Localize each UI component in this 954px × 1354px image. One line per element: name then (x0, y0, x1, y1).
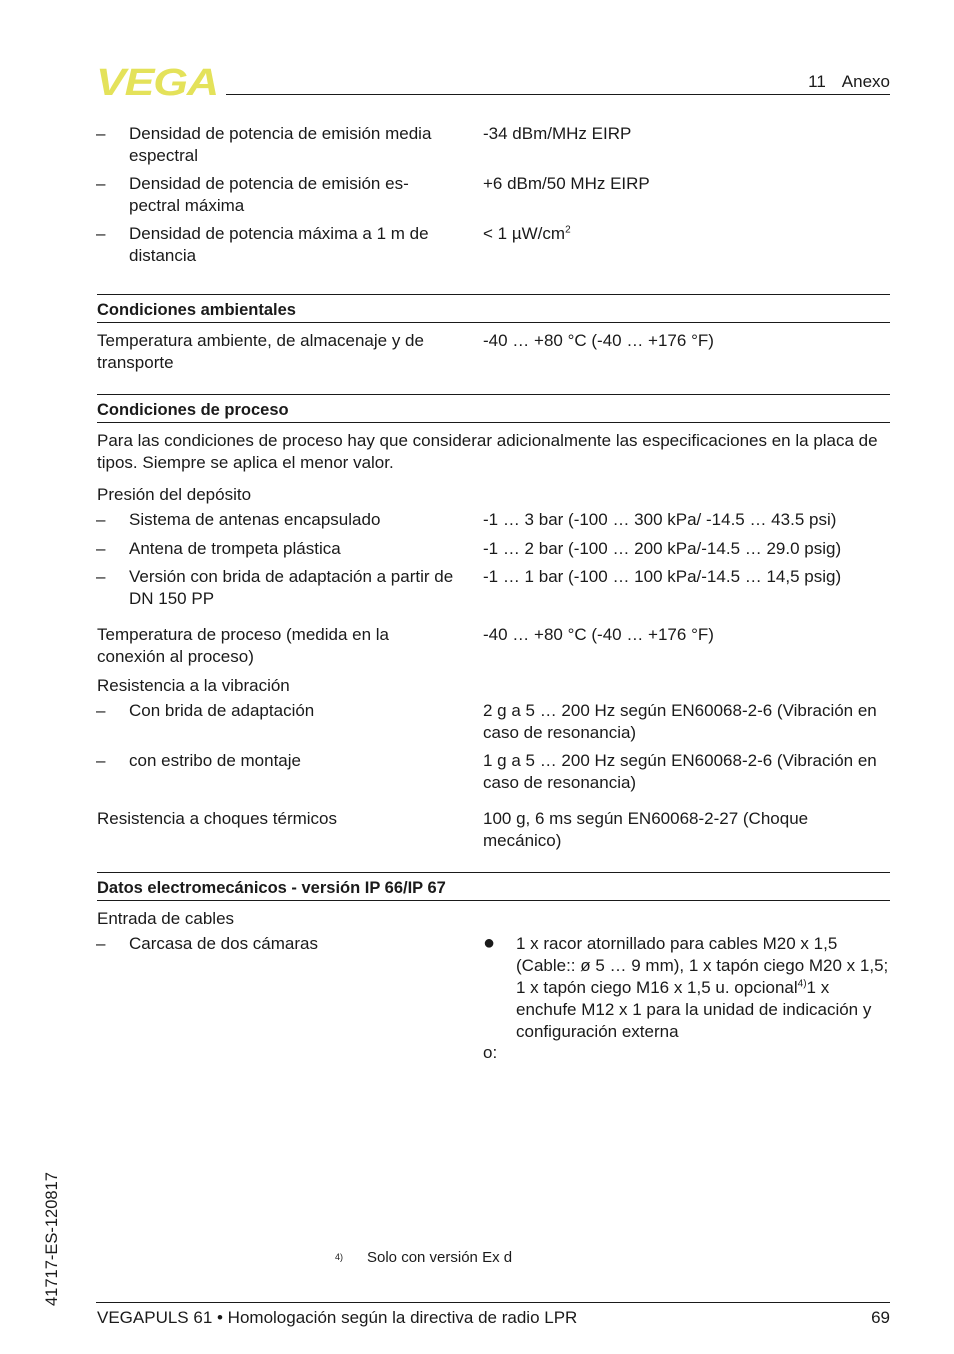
list-dash: – (96, 224, 106, 243)
spec-value: -1 … 2 bar (-100 … 200 kPa/-14.5 … 29.0 psig) (483, 539, 842, 558)
vega-logo (96, 64, 220, 98)
process-intro: Para las condiciones de proceso hay que considerar adicionalmente las especificaciones en la placa de tipos. Siempre se aplica el menor valor. (97, 431, 878, 472)
list-dash: – (96, 751, 106, 770)
vega-logo-text: VEGA (96, 64, 218, 98)
spec-value: 1 g a 5 … 200 Hz según EN60068-2-6 (Vibración en caso de resonancia) (483, 751, 877, 792)
document-code: 41717-ES-120817 (43, 1172, 61, 1306)
spec-value: -34 dBm/MHz EIRP (483, 124, 632, 143)
or-text: o: (483, 1043, 498, 1062)
spec-label: Sistema de antenas encapsulado (129, 510, 381, 529)
list-dash: – (96, 701, 106, 720)
spec-label: Densidad de potencia máxima a 1 m de distancia (129, 224, 429, 265)
spec-label: Resistencia a choques térmicos (97, 809, 338, 828)
pressure-label: Presión del depósito (97, 485, 252, 504)
spec-label: Densidad de potencia de emisión media espectral (129, 124, 432, 165)
list-dash: – (96, 174, 106, 193)
section-title: Anexo (841, 72, 890, 91)
list-dash: – (96, 567, 106, 586)
section-header (808, 71, 890, 93)
spec-value: 100 g, 6 ms según EN60068-2-27 (Choque mecánico) (483, 809, 809, 850)
header-rule (226, 94, 890, 95)
bullet-icon: ● (483, 932, 496, 954)
list-dash: – (96, 934, 106, 953)
list-dash: – (96, 539, 106, 558)
footnote-mark: 4) (335, 1252, 344, 1262)
spec-value: < 1 $\mu W/cm^2$ (483, 224, 571, 243)
section-heading-electromech: Datos electromecánicos - versión IP 66/IP 67 (97, 872, 890, 901)
spec-value: -1 … 3 bar (-100 … 300 kPa/ -14.5 … 43.5 psi) (483, 510, 837, 529)
footer-rule (96, 1302, 890, 1303)
page-number: 69 (871, 1308, 890, 1327)
spec-value: -40 … +80 °C (-40 … +176 °F) (483, 331, 714, 350)
list-dash: – (96, 510, 106, 529)
spec-label: Con brida de adaptación (129, 701, 315, 720)
section-number: 11 (808, 72, 826, 91)
spec-value: 2 g a 5 … 200 Hz según EN60068-2-6 (Vibración en caso de resonancia) (483, 701, 877, 742)
vibration-label: Resistencia a la vibración (97, 676, 290, 695)
spec-label: Temperatura ambiente, de almacenaje y de transporte (97, 331, 424, 372)
spec-value: -40 … +80 °C (-40 … +176 °F) (483, 625, 714, 644)
footer-title: VEGAPULS 61 • Homologación según la directiva de radio LPR (97, 1308, 578, 1327)
spec-label: Antena de trompeta plástica (129, 539, 341, 558)
cable-entry-label: Entrada de cables (97, 909, 235, 928)
spec-value: +6 dBm/50 MHz EIRP (483, 174, 650, 193)
list-dash: – (96, 124, 106, 143)
spec-label: Versión con brida de adaptación a partir de DN 150 PP (129, 567, 454, 608)
section-heading-process: Condiciones de proceso (97, 394, 890, 423)
spec-label: Temperatura de proceso (medida en la conexión al proceso) (97, 625, 389, 666)
spec-value: -1 … 1 bar (-100 … 100 kPa/-14.5 … 14,5 psig) (483, 567, 842, 586)
spec-value: 1 x racor atornillado para cables M20 x 1,5 (Cable:: ø 5 … 9 mm), 1 x tapón ciego M20 x 1,5; 1 x tapón ciego M16 x 1,5 u. opcional$^{4)}$1 x enchufe M12 x 1 para la unidad de indicación y configuración externa (516, 934, 889, 1041)
spec-label: con estribo de montaje (129, 751, 301, 770)
spec-label: Densidad de potencia de emisión es-pectral máxima (129, 174, 409, 215)
footnote-text: Solo con versión Ex d (367, 1249, 513, 1266)
spec-label: Carcasa de dos cámaras (129, 934, 318, 953)
section-heading-ambient: Condiciones ambientales (97, 294, 890, 323)
